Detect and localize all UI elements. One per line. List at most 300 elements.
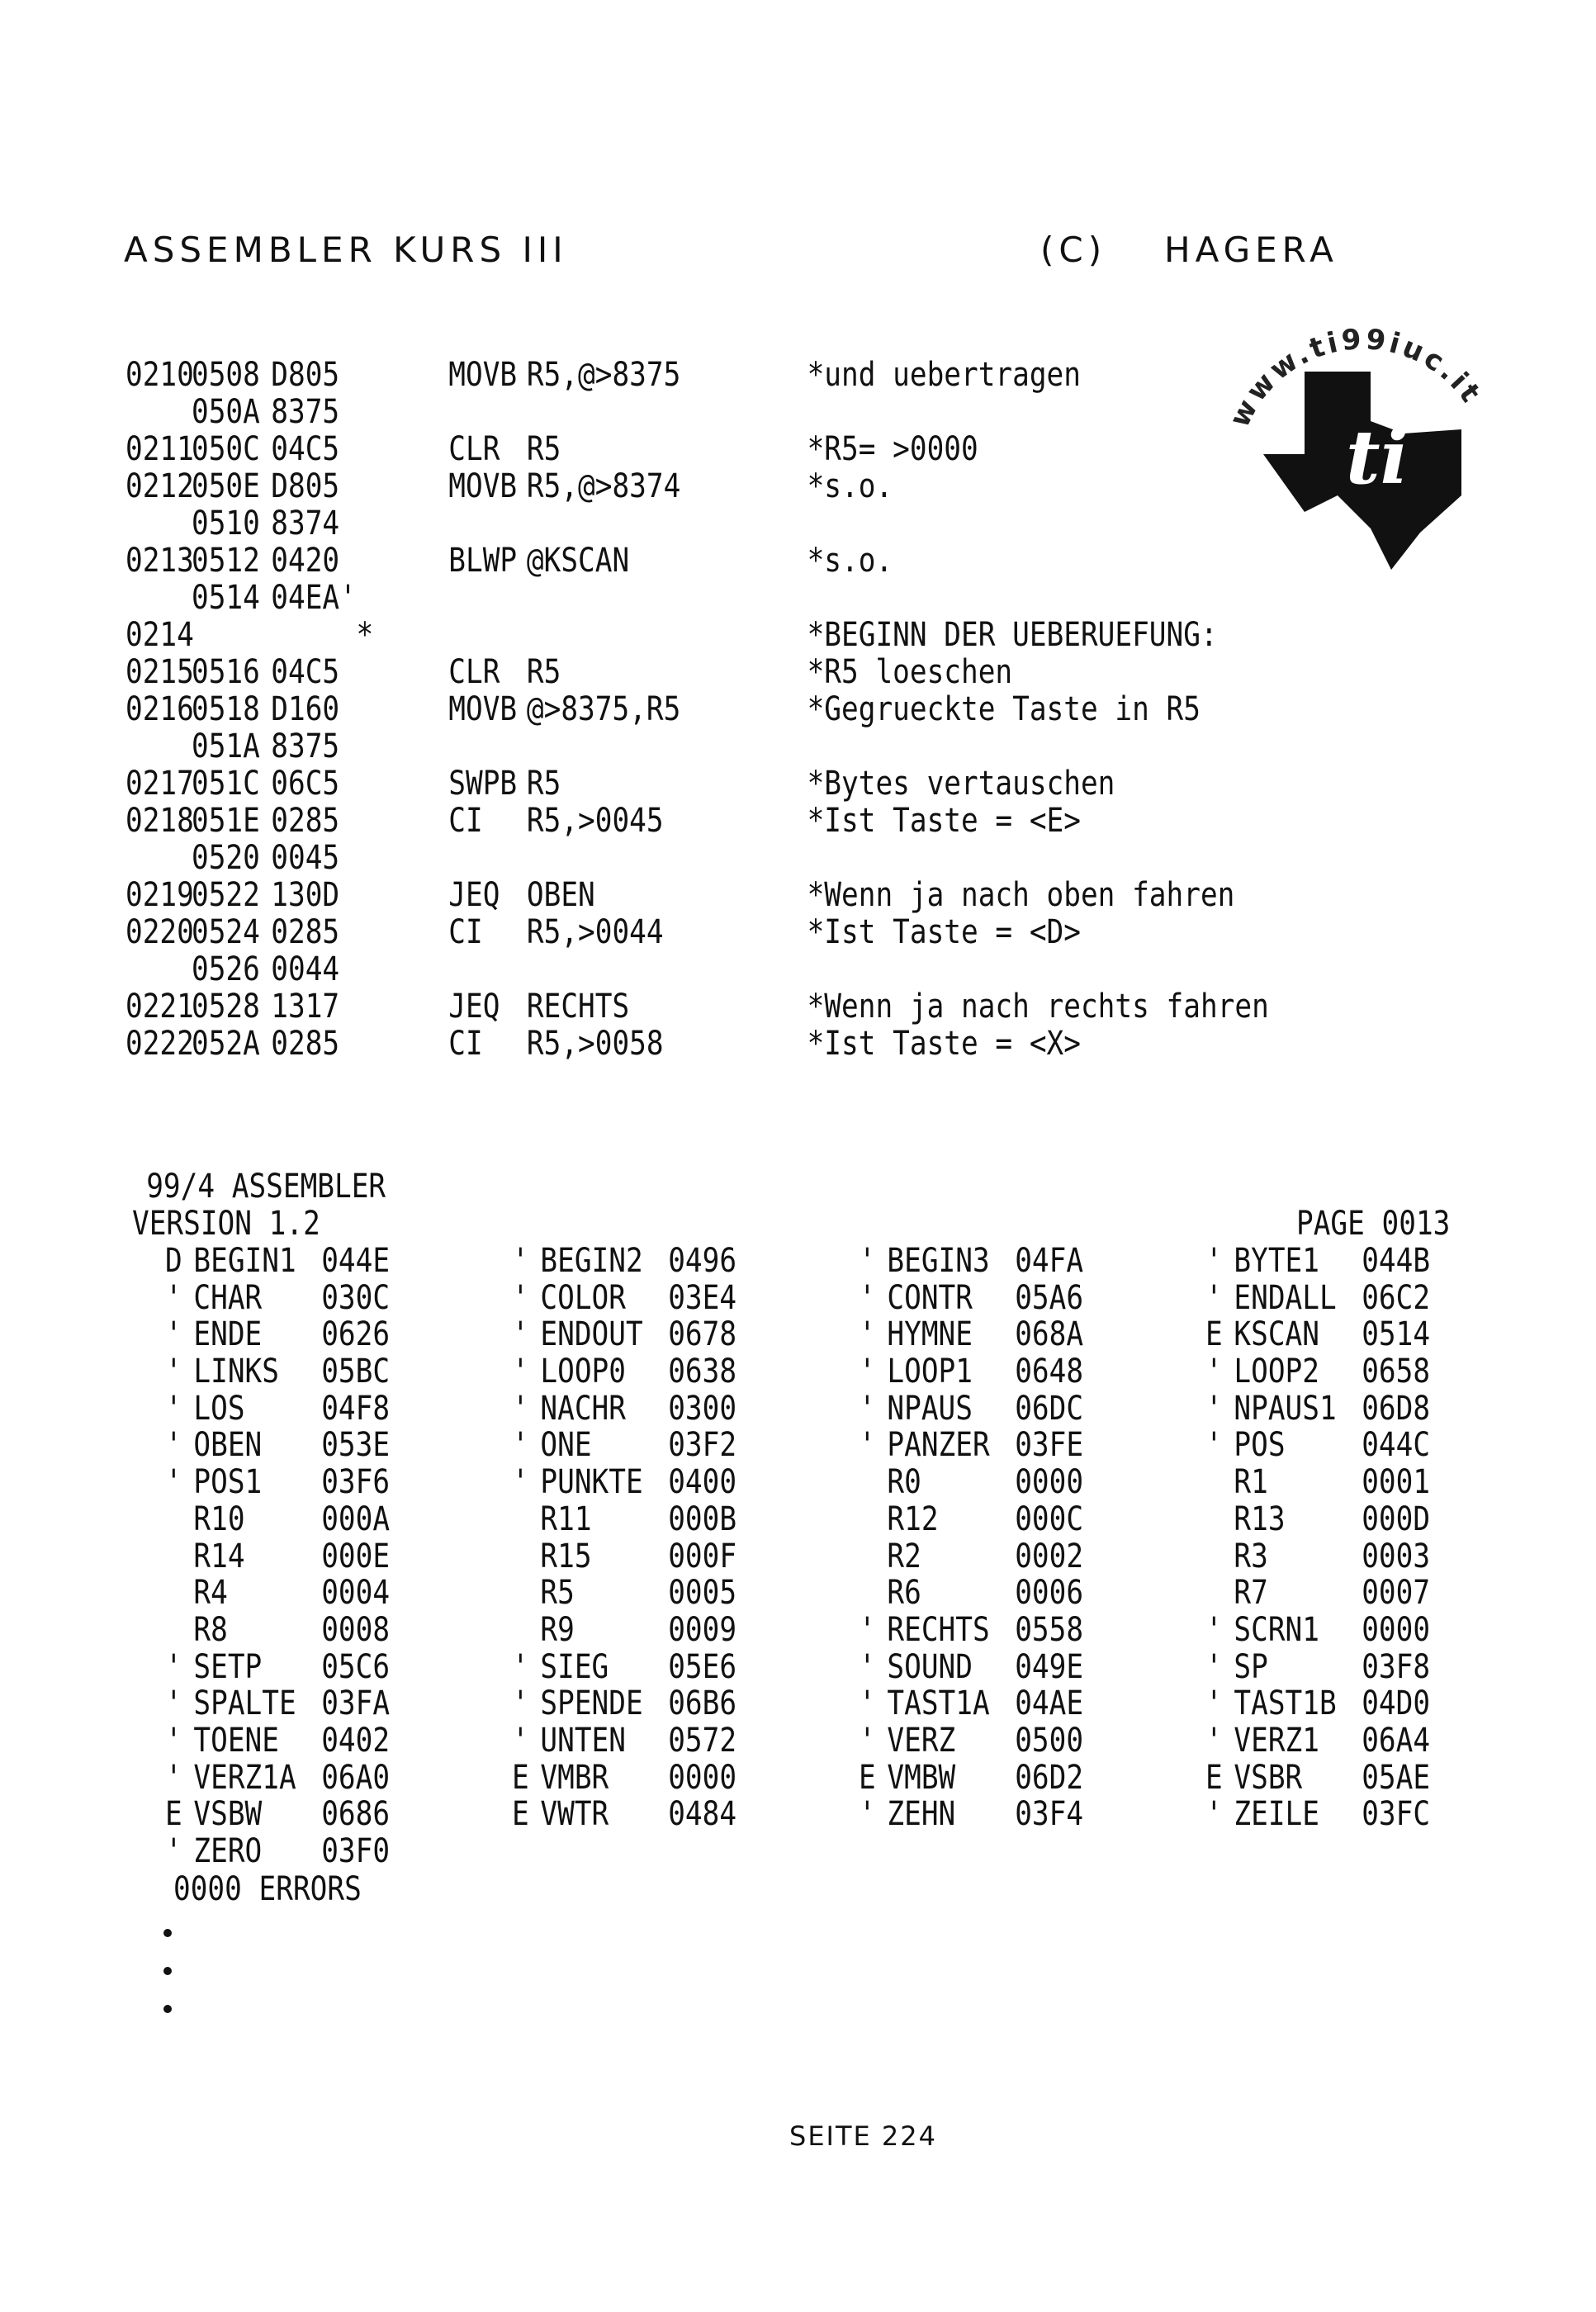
- symbol-value: 0000: [1362, 1610, 1431, 1649]
- symbol-value: 000C: [1015, 1499, 1084, 1538]
- comment-marker: *: [356, 616, 374, 654]
- line-number: 0215: [126, 653, 194, 691]
- address: 051E: [191, 802, 260, 840]
- comment: *und uebertragen: [807, 356, 1081, 394]
- object-code: 8374: [271, 505, 340, 542]
- symbol-name: LOS: [193, 1389, 245, 1428]
- symbol-name: ZEILE: [1234, 1795, 1319, 1834]
- symbol-name: POS: [1234, 1426, 1286, 1465]
- listing-row: [126, 914, 1234, 951]
- listing-row: [126, 357, 1234, 394]
- symbol-value: 0626: [321, 1315, 391, 1354]
- course-title: ASSEMBLER KURS III: [124, 230, 568, 270]
- symbol-flag: ': [1205, 1389, 1223, 1428]
- symbol-name: SPALTE: [193, 1684, 296, 1723]
- symbol-value: 0003: [1362, 1537, 1431, 1575]
- symbol-value: 06DC: [1015, 1389, 1084, 1428]
- symbol-row: [165, 1499, 1431, 1538]
- symbol-name: HYMNE: [887, 1315, 973, 1354]
- listing-row: [126, 988, 1269, 1026]
- listing-row: [126, 691, 1234, 728]
- opcode: JEQ: [448, 876, 500, 914]
- symbol-row: [165, 1647, 1431, 1686]
- symbol-name: R3: [1234, 1537, 1268, 1575]
- comment: *R5= >0000: [807, 430, 978, 468]
- address: 0516: [191, 653, 260, 691]
- symbol-value: 0007: [1362, 1574, 1431, 1613]
- symbol-value: 06D8: [1362, 1389, 1431, 1428]
- symbol-flag: ': [859, 1353, 876, 1391]
- symbol-flag: ': [512, 1242, 529, 1280]
- symbol-name: R9: [540, 1610, 575, 1649]
- symbol-value: 06C2: [1362, 1278, 1431, 1317]
- address: 0528: [191, 988, 260, 1026]
- symbol-flag: ': [1205, 1426, 1223, 1465]
- symbol-name: COLOR: [540, 1278, 626, 1317]
- symbol-value: 000A: [321, 1499, 391, 1538]
- copyright-mark: (C): [1040, 230, 1107, 270]
- symbol-value: 000F: [668, 1537, 737, 1575]
- line-number: 0214: [126, 616, 194, 654]
- symbol-value: 044B: [1362, 1242, 1431, 1280]
- symbol-name: R4: [193, 1574, 228, 1613]
- symbol-value: 03F8: [1362, 1647, 1431, 1686]
- listing-row: [126, 505, 1234, 542]
- symbol-value: 0558: [1015, 1610, 1084, 1649]
- listing-row: [126, 728, 1234, 765]
- symbol-name: R5: [540, 1574, 575, 1613]
- symbol-row: [165, 1833, 1371, 1870]
- operand: R5: [526, 430, 561, 468]
- comment: *Ist Taste = <D>: [807, 913, 1081, 951]
- symbol-value: 0000: [1015, 1463, 1084, 1502]
- comment: *Bytes vertauschen: [807, 765, 1115, 803]
- symbol-name: VSBW: [193, 1795, 263, 1834]
- operand: @>8375,R5: [526, 690, 681, 728]
- symbol-flag: ': [165, 1758, 182, 1797]
- symbol-name: VERZ: [887, 1721, 956, 1760]
- symbol-value: 0008: [321, 1610, 391, 1649]
- symbol-name: R15: [540, 1537, 592, 1575]
- listing-row: [126, 803, 1234, 840]
- error-count: 0000 ERRORS: [173, 1870, 362, 1908]
- symbol-name: R1: [1234, 1463, 1268, 1502]
- watermark-text: www.ti99iuc.it: [1223, 322, 1489, 433]
- line-number: 0210: [126, 356, 194, 394]
- comment: *BEGINN DER UEBERUEFUNG:: [807, 616, 1218, 654]
- symbol-table-header: [132, 1168, 1451, 1243]
- listing-row: [126, 840, 1234, 877]
- symbol-flag: E: [859, 1758, 876, 1797]
- symbol-name: TAST1A: [887, 1684, 990, 1723]
- address: 0520: [191, 839, 260, 877]
- opcode: CI: [448, 913, 483, 951]
- symbol-value: 053E: [321, 1426, 391, 1465]
- line-number: 0217: [126, 765, 194, 803]
- symbol-flag: ': [165, 1463, 182, 1502]
- symbol-value: 03F0: [321, 1832, 391, 1870]
- opcode: MOVB: [448, 356, 518, 394]
- symbol-name: CONTR: [887, 1278, 973, 1317]
- symbol-name: VSBR: [1234, 1758, 1303, 1797]
- symbol-flag: ': [165, 1426, 182, 1465]
- symbol-value: 03FC: [1362, 1795, 1431, 1834]
- symbol-value: 06D2: [1015, 1758, 1084, 1797]
- symbol-name: POS1: [193, 1463, 263, 1502]
- symbol-value: 04FA: [1015, 1242, 1084, 1280]
- symbol-row: [165, 1758, 1431, 1797]
- object-code: D160: [271, 690, 340, 728]
- symbol-flag: ': [859, 1315, 876, 1354]
- object-code: D805: [271, 467, 340, 505]
- opcode: CLR: [448, 430, 500, 468]
- symbol-flag: ': [165, 1684, 182, 1723]
- symbol-value: 0000: [668, 1758, 737, 1797]
- symbol-value: 06B6: [668, 1684, 737, 1723]
- symbol-value: 04AE: [1015, 1684, 1084, 1723]
- symbol-value: 0002: [1015, 1537, 1084, 1575]
- symbol-value: 0001: [1362, 1463, 1431, 1502]
- opcode: MOVB: [448, 467, 518, 505]
- ellipsis-dot: [163, 1967, 172, 1975]
- opcode: MOVB: [448, 690, 518, 728]
- symbol-name: R12: [887, 1499, 939, 1538]
- symbol-flag: D: [165, 1242, 182, 1280]
- symbol-name: BEGIN1: [193, 1242, 296, 1280]
- symbol-row: [165, 1353, 1431, 1391]
- line-number: 0213: [126, 542, 194, 580]
- symbol-row: [165, 1463, 1431, 1502]
- listing-row: [126, 580, 1234, 617]
- operand: R5: [526, 765, 561, 803]
- symbol-flag: ': [512, 1315, 529, 1354]
- line-number: 0216: [126, 690, 194, 728]
- symbol-flag: ': [859, 1242, 876, 1280]
- address: 0518: [191, 690, 260, 728]
- symbol-name: R14: [193, 1537, 245, 1575]
- symbol-value: 03F4: [1015, 1795, 1084, 1834]
- page-footer: SEITE 224: [789, 2120, 937, 2152]
- symbol-value: 0572: [668, 1721, 737, 1760]
- symbol-flag: ': [512, 1278, 529, 1317]
- address: 0514: [191, 579, 260, 617]
- object-code: 8375: [271, 727, 340, 765]
- object-code: 04EA': [271, 579, 357, 617]
- line-number: 0219: [126, 876, 194, 914]
- symbol-value: 05C6: [321, 1647, 391, 1686]
- object-code: 06C5: [271, 765, 340, 803]
- object-code: 1317: [271, 988, 340, 1026]
- address: 052A: [191, 1025, 260, 1063]
- symbol-value: 05AE: [1362, 1758, 1431, 1797]
- symbol-flag: ': [512, 1721, 529, 1760]
- object-code: 0285: [271, 1025, 340, 1063]
- symbol-name: CHAR: [193, 1278, 263, 1317]
- symbol-row: [165, 1574, 1431, 1613]
- symbol-flag: E: [1205, 1758, 1223, 1797]
- symbol-flag: ': [165, 1353, 182, 1391]
- symbol-value: 0496: [668, 1242, 737, 1280]
- symbol-name: SCRN1: [1234, 1610, 1319, 1649]
- symbol-name: KSCAN: [1234, 1315, 1319, 1354]
- listing-row: [126, 431, 1234, 468]
- symbol-value: 0005: [668, 1574, 737, 1613]
- symbol-name: BYTE1: [1234, 1242, 1319, 1280]
- line-number: 0221: [126, 988, 194, 1026]
- symbol-name: ENDOUT: [540, 1315, 643, 1354]
- symbol-value: 0686: [321, 1795, 391, 1834]
- symbol-value: 06A4: [1362, 1721, 1431, 1760]
- symbol-value: 0009: [668, 1610, 737, 1649]
- symbol-value: 03F6: [321, 1463, 391, 1502]
- comment: *s.o.: [807, 542, 893, 580]
- object-code: 130D: [271, 876, 340, 914]
- operand: R5: [526, 653, 561, 691]
- symbol-flag: ': [1205, 1647, 1223, 1686]
- listing-row: [126, 877, 1234, 914]
- symbol-value: 049E: [1015, 1647, 1084, 1686]
- symbol-value: 000E: [321, 1537, 391, 1575]
- object-code: 8375: [271, 393, 340, 431]
- symbol-value: 0638: [668, 1353, 737, 1391]
- symbol-flag: ': [859, 1684, 876, 1723]
- symbol-value: 068A: [1015, 1315, 1084, 1354]
- symbol-name: R11: [540, 1499, 592, 1538]
- symbol-value: 0658: [1362, 1353, 1431, 1391]
- symbol-value: 0500: [1015, 1721, 1084, 1760]
- line-number: 0212: [126, 467, 194, 505]
- symbol-name: LOOP2: [1234, 1353, 1319, 1391]
- symbol-value: 044E: [321, 1242, 391, 1280]
- symbol-value: 000B: [668, 1499, 737, 1538]
- symbol-flag: ': [165, 1832, 182, 1870]
- symbol-flag: ': [512, 1647, 529, 1686]
- symbol-name: VWTR: [540, 1795, 609, 1834]
- symbol-flag: ': [1205, 1721, 1223, 1760]
- symbol-flag: ': [512, 1684, 529, 1723]
- address: 051C: [191, 765, 260, 803]
- symbol-value: 0400: [668, 1463, 737, 1502]
- symbol-name: R2: [887, 1537, 921, 1575]
- opcode: SWPB: [448, 765, 518, 803]
- symbol-name: ONE: [540, 1426, 592, 1465]
- symbol-flag: ': [859, 1610, 876, 1649]
- symbol-name: LOOP1: [887, 1353, 973, 1391]
- address: 0508: [191, 356, 260, 394]
- object-code: 0285: [271, 802, 340, 840]
- object-code: 0420: [271, 542, 340, 580]
- symbol-value: 0648: [1015, 1353, 1084, 1391]
- symbol-row: [165, 1537, 1431, 1575]
- symbol-name: R10: [193, 1499, 245, 1538]
- comment: *Ist Taste = <E>: [807, 802, 1081, 840]
- opcode: BLWP: [448, 542, 518, 580]
- comment: *s.o.: [807, 467, 893, 505]
- symbol-value: 05BC: [321, 1353, 391, 1391]
- symbol-name: PUNKTE: [540, 1463, 643, 1502]
- object-code: D805: [271, 356, 340, 394]
- opcode: JEQ: [448, 988, 500, 1026]
- symbol-value: 05A6: [1015, 1278, 1084, 1317]
- operand: OBEN: [526, 876, 595, 914]
- address: 0510: [191, 505, 260, 542]
- symbol-name: NACHR: [540, 1389, 626, 1428]
- symbol-row: [165, 1610, 1431, 1649]
- symbol-flag: ': [1205, 1684, 1223, 1723]
- symbol-name: R7: [1234, 1574, 1268, 1613]
- object-code: 0285: [271, 913, 340, 951]
- line-number: 0218: [126, 802, 194, 840]
- symbol-flag: ': [1205, 1353, 1223, 1391]
- symbol-flag: ': [512, 1463, 529, 1502]
- symbol-name: BEGIN3: [887, 1242, 990, 1280]
- symbol-name: SETP: [193, 1647, 263, 1686]
- symbol-name: RECHTS: [887, 1610, 990, 1649]
- symbol-name: PANZER: [887, 1426, 990, 1465]
- ellipsis-dot: [163, 1929, 172, 1937]
- listing-row: [126, 765, 1234, 803]
- address: 0524: [191, 913, 260, 951]
- symbol-flag: ': [165, 1721, 182, 1760]
- symbol-name: NPAUS: [887, 1389, 973, 1428]
- symbol-value: 0006: [1015, 1574, 1084, 1613]
- symbol-value: 03FE: [1015, 1426, 1084, 1465]
- symbol-flag: ': [1205, 1610, 1223, 1649]
- symbol-value: 0514: [1362, 1315, 1431, 1354]
- symbol-flag: ': [859, 1278, 876, 1317]
- symbol-flag: ': [165, 1315, 182, 1354]
- address: 050C: [191, 430, 260, 468]
- address: 0526: [191, 950, 260, 988]
- symbol-flag: E: [165, 1795, 182, 1834]
- comment: *Wenn ja nach oben fahren: [807, 876, 1235, 914]
- symbol-flag: ': [1205, 1795, 1223, 1834]
- symbol-value: 03FA: [321, 1684, 391, 1723]
- address: 0522: [191, 876, 260, 914]
- symbol-flag: ': [165, 1278, 182, 1317]
- symbol-value: 04F8: [321, 1389, 391, 1428]
- symbol-name: TOENE: [193, 1721, 279, 1760]
- operand: @KSCAN: [526, 542, 630, 580]
- operand: R5,>0058: [526, 1025, 664, 1063]
- listing-row: [126, 1026, 1234, 1063]
- symbol-flag: ': [512, 1353, 529, 1391]
- address: 0512: [191, 542, 260, 580]
- symbol-table: [165, 1242, 1431, 1870]
- symbol-name: VERZ1: [1234, 1721, 1319, 1760]
- symbol-value: 0484: [668, 1795, 737, 1834]
- object-code: 0045: [271, 839, 340, 877]
- symbol-row: [165, 1684, 1431, 1723]
- symbol-value: 0402: [321, 1721, 391, 1760]
- address: 050E: [191, 467, 260, 505]
- symbol-row: [165, 1242, 1431, 1280]
- symbol-name: TAST1B: [1234, 1684, 1337, 1723]
- symbol-flag: ': [859, 1426, 876, 1465]
- object-code: 0044: [271, 950, 340, 988]
- symbol-name: UNTEN: [540, 1721, 626, 1760]
- comment: *Ist Taste = <X>: [807, 1025, 1081, 1063]
- symbol-name: ZEHN: [887, 1795, 956, 1834]
- symbol-value: 000D: [1362, 1499, 1431, 1538]
- listing-row: [126, 468, 1234, 505]
- symbol-value: 030C: [321, 1278, 391, 1317]
- symbol-row: [165, 1389, 1431, 1428]
- assembler-version: VERSION 1.2: [132, 1205, 320, 1243]
- operand: R5,@>8375: [526, 356, 681, 394]
- author-name: HAGERA: [1164, 230, 1338, 270]
- listing-row: [126, 617, 1234, 654]
- symbol-name: R13: [1234, 1499, 1286, 1538]
- line-number: 0211: [126, 430, 194, 468]
- symbol-name: SP: [1234, 1647, 1268, 1686]
- symbol-flag: ': [859, 1721, 876, 1760]
- symbol-name: SIEG: [540, 1647, 609, 1686]
- symbol-name: SPENDE: [540, 1684, 643, 1723]
- symbol-flag: E: [512, 1758, 529, 1797]
- comment: *Wenn ja nach rechts fahren: [807, 988, 1269, 1026]
- symbol-flag: ': [165, 1647, 182, 1686]
- symbol-name: R6: [887, 1574, 921, 1613]
- symbol-row: [165, 1426, 1431, 1465]
- symbol-value: 05E6: [668, 1647, 737, 1686]
- object-code: 04C5: [271, 430, 340, 468]
- assembler-name: 99/4 ASSEMBLER: [146, 1168, 386, 1206]
- symbol-value: 06A0: [321, 1758, 391, 1797]
- symbol-name: VMBW: [887, 1758, 956, 1797]
- opcode: CI: [448, 1025, 483, 1063]
- symbol-row: [165, 1278, 1431, 1317]
- symbol-value: 03F2: [668, 1426, 737, 1465]
- listing-row: [126, 394, 1234, 431]
- address: 051A: [191, 727, 260, 765]
- symbol-flag: ': [512, 1426, 529, 1465]
- symbol-value: 044C: [1362, 1426, 1431, 1465]
- symbol-value: 0300: [668, 1389, 737, 1428]
- symbol-flag: ': [1205, 1278, 1223, 1317]
- symbol-value: 03E4: [668, 1278, 737, 1317]
- symbol-row: [165, 1721, 1431, 1760]
- symbol-value: 0004: [321, 1574, 391, 1613]
- listing-row: [126, 951, 1234, 988]
- symbol-flag: ': [165, 1389, 182, 1428]
- symbol-flag: E: [1205, 1315, 1223, 1354]
- symbol-flag: ': [859, 1795, 876, 1834]
- listing-row: [126, 542, 1234, 580]
- symbol-name: ENDE: [193, 1315, 263, 1354]
- symbol-name: LOOP0: [540, 1353, 626, 1391]
- symbol-flag: E: [512, 1795, 529, 1834]
- operand: R5,@>8374: [526, 467, 681, 505]
- line-number: 0220: [126, 913, 194, 951]
- symbol-name: R0: [887, 1463, 921, 1502]
- ellipsis-dot: [163, 2005, 172, 2013]
- symbol-name: BEGIN2: [540, 1242, 643, 1280]
- symbol-name: NPAUS1: [1234, 1389, 1337, 1428]
- operand: R5,>0045: [526, 802, 664, 840]
- symbol-name: ENDALL: [1234, 1278, 1337, 1317]
- comment: *R5 loeschen: [807, 653, 1013, 691]
- symbol-value: 04D0: [1362, 1684, 1431, 1723]
- symbol-name: LINKS: [193, 1353, 279, 1391]
- page-number: PAGE 0013: [1296, 1205, 1451, 1243]
- symbol-flag: ': [512, 1389, 529, 1428]
- comment: *Gegrueckte Taste in R5: [807, 690, 1201, 728]
- symbol-name: SOUND: [887, 1647, 973, 1686]
- opcode: CLR: [448, 653, 500, 691]
- symbol-value: 0678: [668, 1315, 737, 1354]
- operand: R5,>0044: [526, 913, 664, 951]
